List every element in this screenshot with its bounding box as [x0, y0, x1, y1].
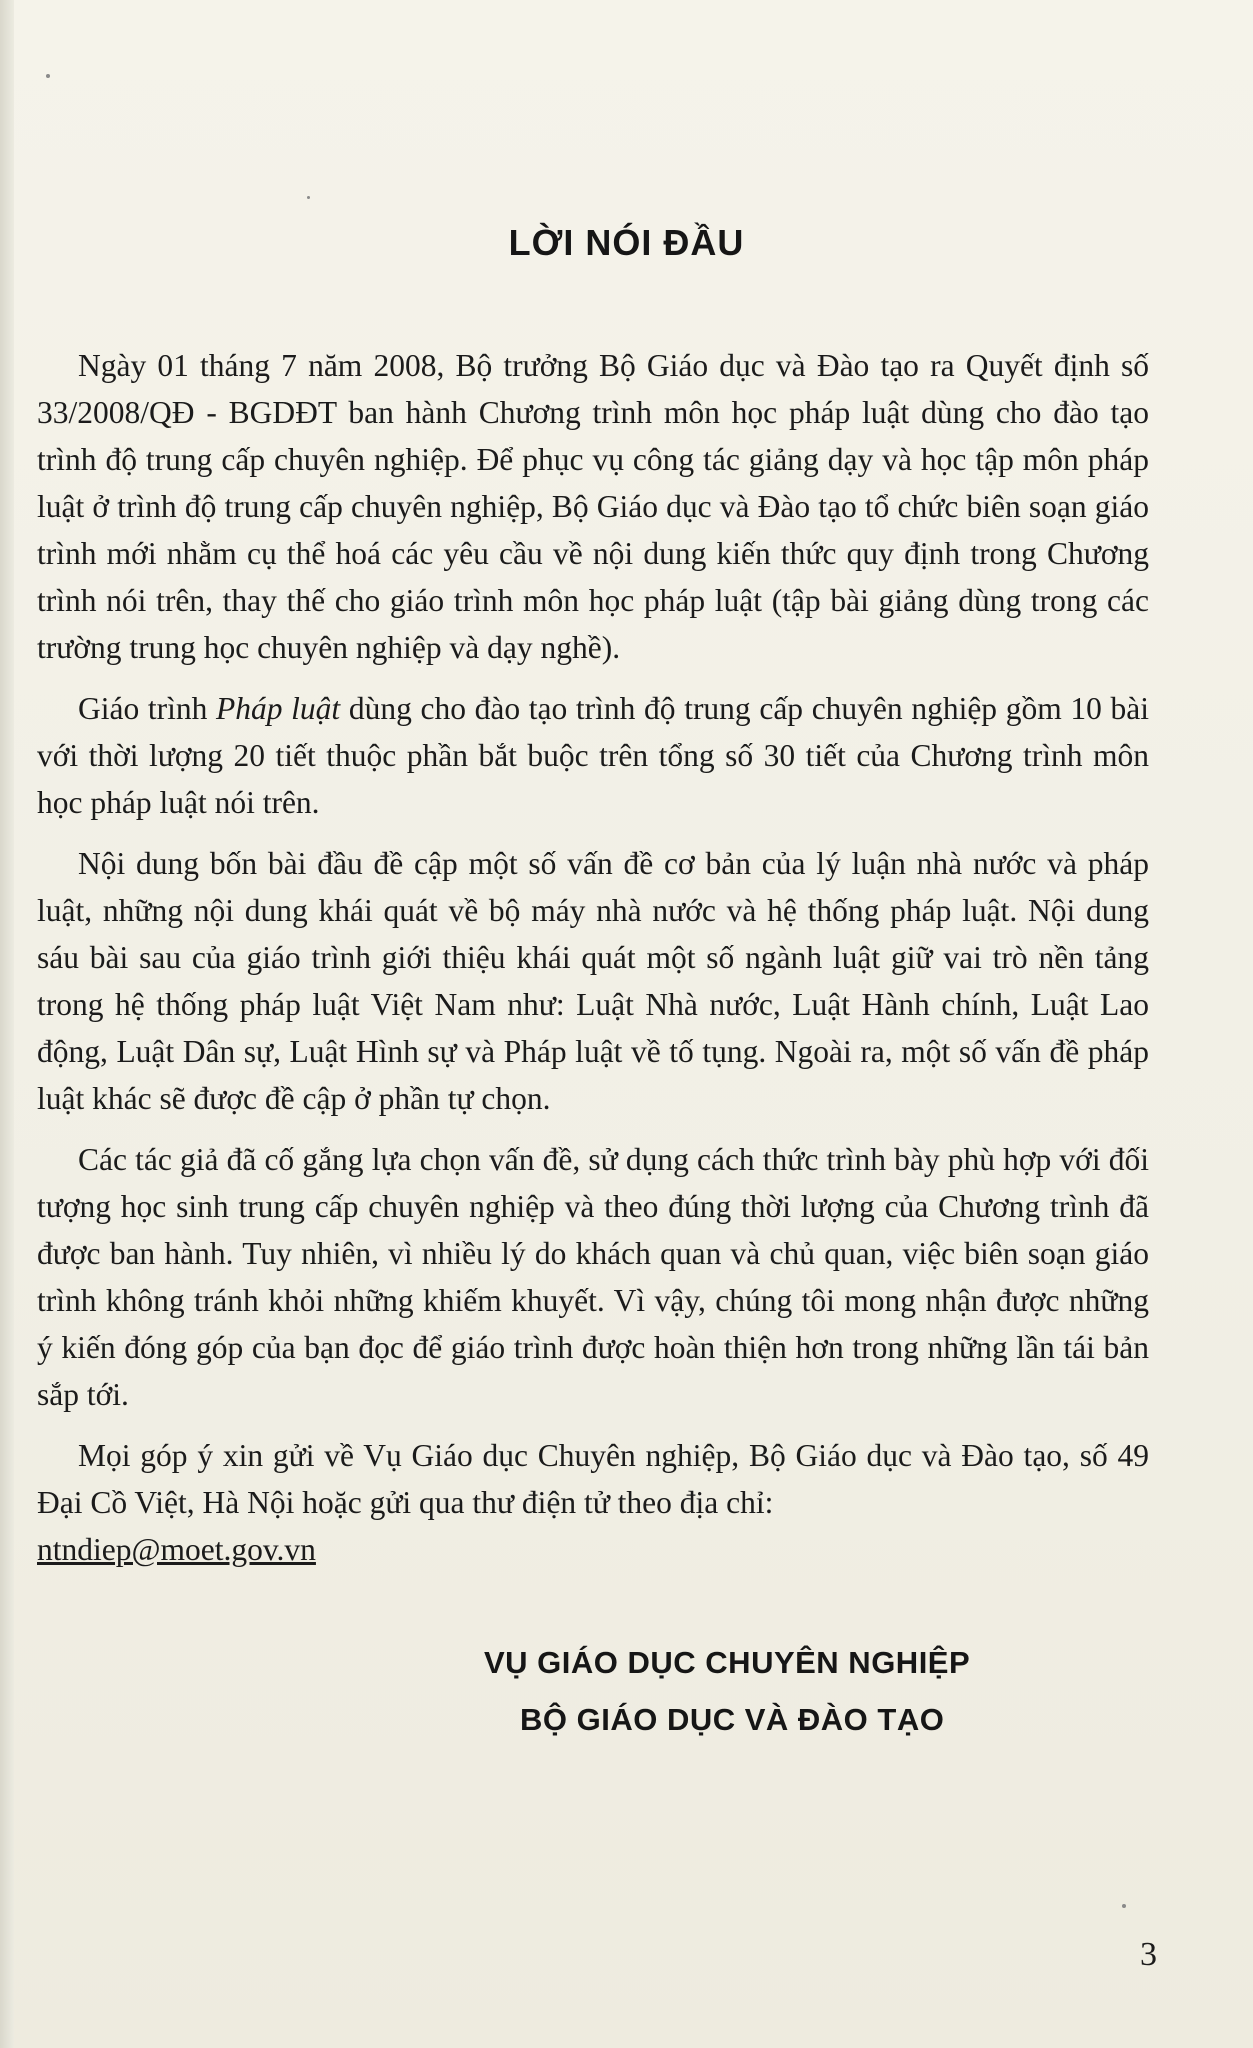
page-number: 3: [1140, 1936, 1157, 1973]
page-binding-edge: [0, 0, 14, 2048]
document-body: [37, 342, 1149, 1587]
paragraph-textbook-start: Giáo trình: [78, 691, 217, 726]
contact-email: ntndiep@moet.gov.vn: [37, 1532, 316, 1567]
paragraph-textbook-end: dùng cho đào tạo trình độ trung cấp chuyên nghiệp gồm 10 bài với thời lượng 20 tiết thuộc phần bắt buộc trên tổng số 30 tiết của Chương trình môn học pháp luật nói trên.: [37, 691, 1149, 820]
signature-department: VỤ GIÁO DỤC CHUYÊN NGHIỆP: [484, 1645, 971, 1680]
paragraph-intro: Ngày 01 tháng 7 năm 2008, Bộ trưởng Bộ Giáo dục và Đào tạo ra Quyết định số 33/2008/QĐ - BGDĐT ban hành Chương trình môn học pháp luật dùng cho đào tạo trình độ trung cấp chuyên nghiệp. Để phục vụ công tác giảng dạy và học tập môn pháp luật ở trình độ trung cấp chuyên nghiệp, Bộ Giáo dục và Đào tạo tổ chức biên soạn giáo trình mới nhằm cụ thể hoá các yêu cầu về nội dung kiến thức quy định trong Chương trình nói trên, thay thế cho giáo trình môn học pháp luật (tập bài giảng dùng trong các trường trung học chuyên nghiệp và dạy nghề).: [37, 348, 1149, 665]
paragraph-contact: [37, 1432, 1149, 1573]
dust-speck: [307, 196, 310, 199]
paragraph-content: Nội dung bốn bài đầu đề cập một số vấn đề cơ bản của lý luận nhà nước và pháp luật, những nội dung khái quát về bộ máy nhà nước và hệ thống pháp luật. Nội dung sáu bài sau của giáo trình giới thiệu khái quát một số ngành luật giữ vai trò nền tảng trong hệ thống pháp luật Việt Nam như: Luật Nhà nước, Luật Hành chính, Luật Lao động, Luật Dân sự, Luật Hình sự và Pháp luật về tố tụng. Ngoài ra, một số vấn đề pháp luật khác sẽ được đề cập ở phần tự chọn.: [37, 846, 1149, 1116]
contact-text: Mọi góp ý xin gửi về Vụ Giáo dục Chuyên nghiệp, Bộ Giáo dục và Đào tạo, số 49 Đại Cồ Việt, Hà Nội hoặc gửi qua thư điện tử theo địa chỉ:: [37, 1438, 1149, 1520]
paragraph-textbook: [37, 685, 1149, 826]
paragraph-authors: Các tác giả đã cố gắng lựa chọn vấn đề, sử dụng cách thức trình bày phù hợp với đối tượng học sinh trung cấp chuyên nghiệp và theo đúng thời lượng của Chương trình đã được ban hành. Tuy nhiên, vì nhiều lý do khách quan và chủ quan, việc biên soạn giáo trình không tránh khỏi những khiếm khuyết. Vì vậy, chúng tôi mong nhận được những ý kiến đóng góp của bạn đọc để giáo trình được hoàn thiện hơn trong những lần tái bản sắp tới.: [37, 1142, 1149, 1412]
dust-speck: [1122, 1904, 1126, 1908]
signature-ministry: BỘ GIÁO DỤC VÀ ĐÀO TẠO: [520, 1702, 945, 1737]
textbook-name: Pháp luật: [216, 691, 341, 726]
page-title: LỜI NÓI ĐẦU: [508, 222, 745, 263]
dust-speck: [46, 74, 50, 78]
